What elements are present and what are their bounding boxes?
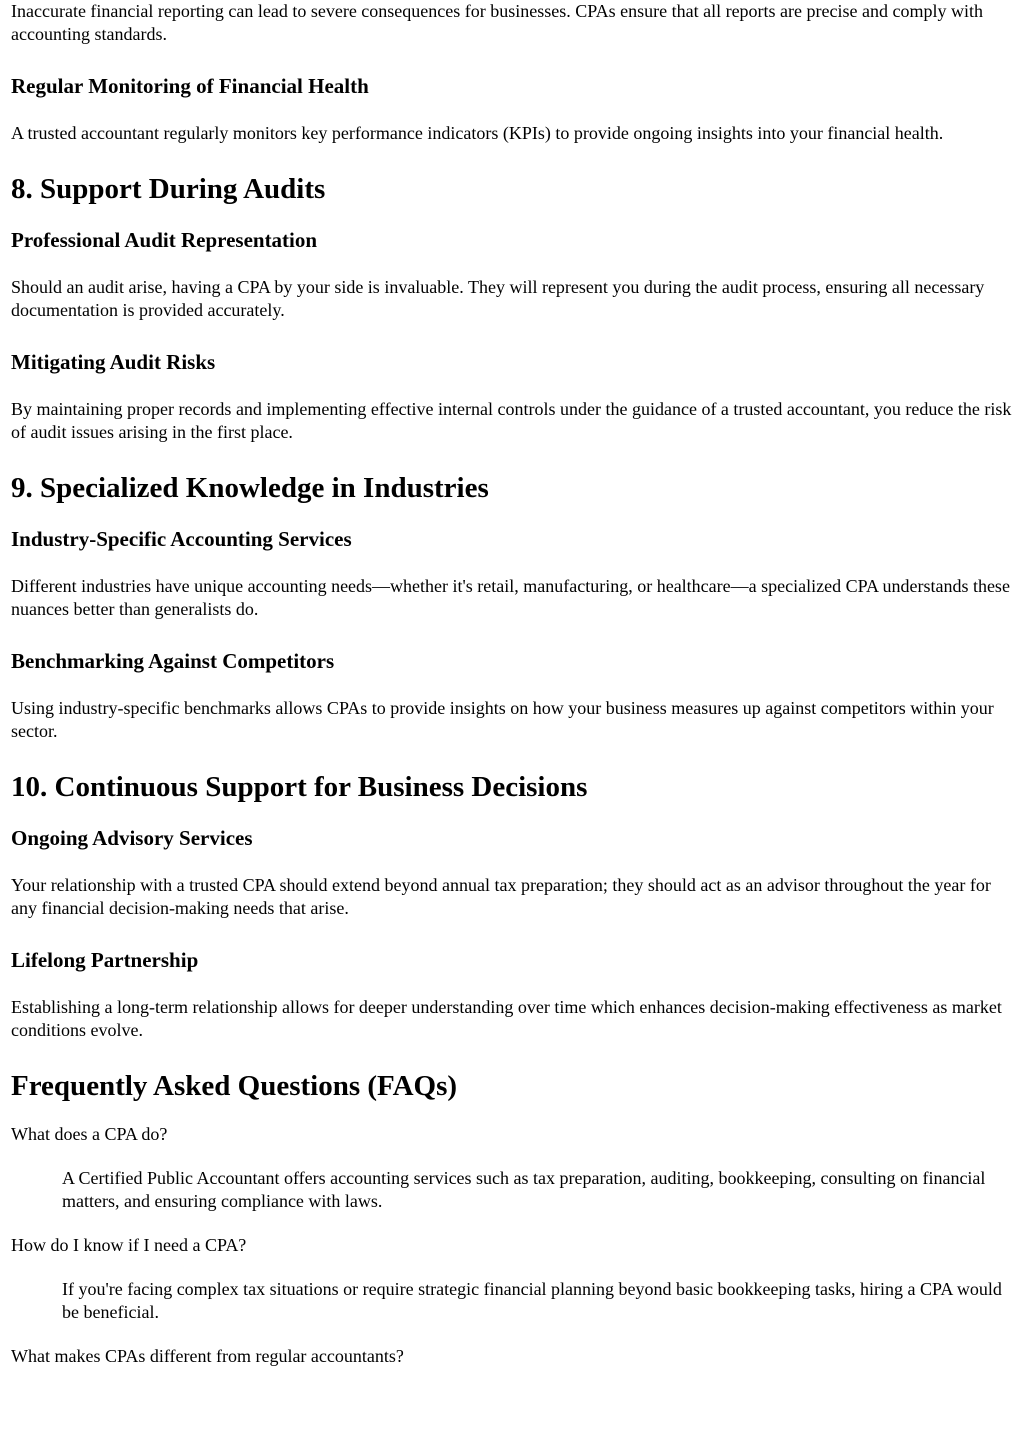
faq-answer: A Certified Public Accountant offers accounting services such as tax preparation, auditing, bookkeeping, consulting on financial matters, and ensuring compliance with laws. xyxy=(62,1168,986,1211)
subheading-mitigating-audit-risks: Mitigating Audit Risks xyxy=(11,350,216,374)
subheading-ongoing-advisory: Ongoing Advisory Services xyxy=(11,826,253,850)
subheading-regular-monitoring: Regular Monitoring of Financial Health xyxy=(11,74,369,98)
faq-question: How do I know if I need a CPA? xyxy=(11,1235,247,1255)
paragraph-lifelong-partnership: Establishing a long-term relationship allows for deeper understanding over time which enhances decision-making effectiveness as market conditions evolve. xyxy=(11,997,1002,1040)
heading-specialized-knowledge: 9. Specialized Knowledge in Industries xyxy=(11,472,489,504)
paragraph-benchmarking: Using industry-specific benchmarks allows CPAs to provide insights on how your business measures up against competitors within your sector. xyxy=(11,698,994,741)
subheading-industry-specific: Industry-Specific Accounting Services xyxy=(11,527,352,551)
paragraph-regular-monitoring: A trusted accountant regularly monitors key performance indicators (KPIs) to provide ongoing insights into your financial health. xyxy=(11,123,944,143)
paragraph-mitigating-audit-risks: By maintaining proper records and implementing effective internal controls under the guidance of a trusted accountant, you reduce the risk of audit issues arising in the first place. xyxy=(11,399,1012,442)
heading-support-during-audits: 8. Support During Audits xyxy=(11,173,326,205)
faq-answer: If you're facing complex tax situations or require strategic financial planning beyond basic bookkeeping tasks, hiring a CPA would be beneficial. xyxy=(62,1279,1002,1322)
heading-faqs: Frequently Asked Questions (FAQs) xyxy=(11,1070,458,1102)
subheading-audit-representation: Professional Audit Representation xyxy=(11,228,318,252)
heading-continuous-support: 10. Continuous Support for Business Decisions xyxy=(11,771,588,803)
faq-list xyxy=(11,1123,1013,1368)
intro-paragraph: Inaccurate financial reporting can lead to severe consequences for businesses. CPAs ensure that all reports are precise and comply with accounting standards. xyxy=(11,1,983,44)
subheading-benchmarking: Benchmarking Against Competitors xyxy=(11,649,335,673)
faq-question: What does a CPA do? xyxy=(11,1124,168,1144)
paragraph-industry-specific: Different industries have unique accounting needs—whether it's retail, manufacturing, or healthcare—a specialized CPA understands these nuances better than generalists do. xyxy=(11,576,1010,619)
faq-question: What makes CPAs different from regular accountants? xyxy=(11,1346,404,1366)
paragraph-audit-representation: Should an audit arise, having a CPA by your side is invaluable. They will represent you during the audit process, ensuring all necessary documentation is provided accurately. xyxy=(11,277,985,320)
subheading-lifelong-partnership: Lifelong Partnership xyxy=(11,948,199,972)
paragraph-ongoing-advisory: Your relationship with a trusted CPA should extend beyond annual tax preparation; they should act as an advisor throughout the year for any financial decision-making needs that arise. xyxy=(11,875,991,918)
